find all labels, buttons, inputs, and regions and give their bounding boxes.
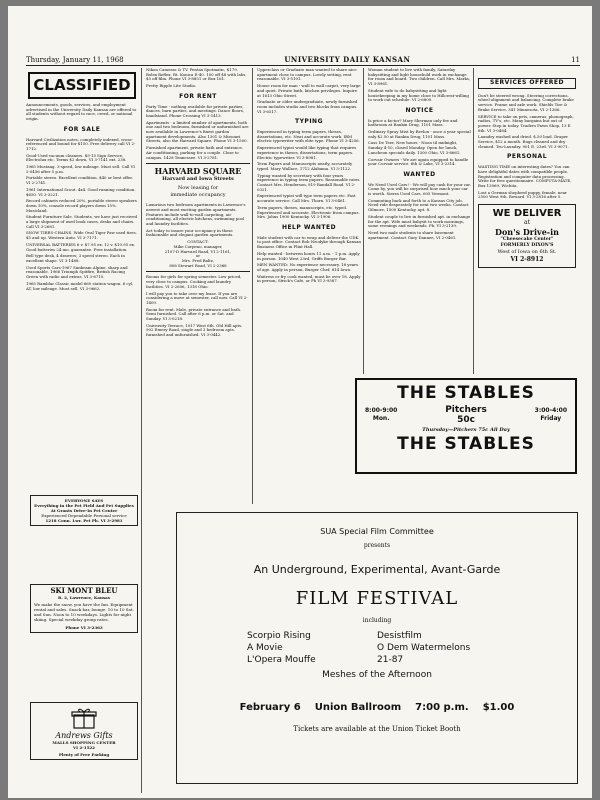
drive-in-address: West of Iowa on 6th St. — [497, 249, 557, 256]
harvard-ad-contact: CONTACT: — [187, 239, 209, 245]
classified-column-1 — [26, 68, 138, 793]
classified-item: Experienced typist would like typing that requires experience in theses, dissertations, term papers. Electric typewriter. VI 3-8981. — [257, 145, 357, 160]
the-stables-ad — [355, 378, 577, 474]
harvard-square-ad — [146, 163, 250, 272]
classified-item: Woman student to live with family, Saturday babysitting and light household work in exchange for room and board. Two children. Call Mrs. Marks, VI 3-8961. — [368, 68, 471, 87]
classified-item: Need two male students to share basement apartment. Contact Gary Dannee, VI 2-0461. — [368, 229, 457, 240]
film-title: O Dem Watermelons — [377, 643, 471, 653]
film-tickets: Tickets are available at the Union Ticket Booth — [293, 725, 461, 733]
stables-title-bottom: THE STABLES — [397, 434, 535, 454]
classified-item: I will pay you to take over my lease. If you are considering a move at semester, call now. Call VI 2-1409. — [146, 290, 248, 305]
classified-item: Ordinary Spray Mist by Revlon - once a year special only $2.50 at Rankin Drug, 1101 Mass. — [368, 129, 471, 139]
header-paper-name: UNIVERSITY DAILY KANSAN — [284, 55, 411, 64]
services-offered-heading: SERVICES OFFERED — [478, 78, 576, 89]
classified-item: Student couple to live in furnished apt. in exchange for the apt. Wife must babysit to work mornings, some evenings and weekends. Ph. VI 3-2139. — [368, 213, 471, 229]
classified-column-4 — [368, 68, 471, 374]
harvard-ad-address2: 808 Stewart Road, VI 2-2368 — [169, 262, 227, 268]
harvard-ad-or: or — [195, 253, 201, 259]
classified-item: We Need Used Cars! - We will pay cash for your car. Come by, you will be surprised how much your car is worth. Sierra Used Cars, 605 Vermont. — [368, 181, 471, 197]
classified-item: Cass De Teer, New hours - Noon til midnight, Sunday 4-10, closed Monday. Open for lunch, Luncheon specials daily. 1300 Ohio, VI 3-8661. — [368, 140, 461, 155]
newspaper-page — [8, 6, 592, 798]
wanted-heading: WANTED — [403, 170, 436, 178]
film-including: including — [362, 617, 392, 624]
film-date: February 6 — [239, 702, 301, 713]
classified-item: Upperclass or Graduate man wanted to share nice apartment close to campus. Lovely setting, rent reasonable. VI 3-5101. — [257, 68, 357, 82]
classified-item: Male student with car to wrap and deliver the UDK to post office. Contact Bob Neodyke through Kansan Business Office in Flint Hall. — [257, 234, 361, 250]
harvard-ad-line2: immediate occupancy — [170, 192, 226, 199]
harvard-ad-note: Act today to insure your occupancy in these fashionable and elegant garden apartments. — [146, 227, 234, 238]
column-rule — [141, 68, 142, 793]
ski-ad-sub: R. 2, Lawrence, Kansas — [58, 595, 110, 600]
stables-left-time: 8:00-9:00 — [365, 407, 398, 414]
classified-column-5 — [478, 68, 576, 374]
stables-right-time: 3:00-4:00 — [534, 407, 567, 414]
column-rule — [473, 68, 474, 374]
classified-column-3 — [257, 68, 361, 504]
film-title: Scorpio Rising — [247, 631, 311, 641]
classified-item: Laundry washed and dried. $.50 load. Draper Service, $12 a month. Rugs cleaned and dry cleaned. Tru-Laundry. 901 E. 23rd. VI 3-9071. — [478, 134, 569, 149]
gifts-ad-sub: MALLS SHOPPING CENTER — [52, 740, 116, 745]
classified-item: WASTING TIME on interesting dates? You can have delightful dates with compatible people. Registration and computer data processing. Write for free questionnaire. COMPUTA-MATE, Box 13069, Wichita. — [478, 164, 572, 188]
drive-in-at: at — [524, 219, 530, 227]
ski-ad-phone: Phone VI 3-2363 — [65, 625, 103, 630]
film-title: A Movie — [247, 643, 283, 653]
andrews-gifts-ad — [30, 702, 138, 760]
drive-in-phone: VI 2-8912 — [510, 256, 544, 264]
classified-item: Pretty Ripple Lite Studio. — [146, 83, 197, 89]
stables-left-day: Mon. — [372, 415, 390, 422]
pet-ad-address: 1218 Conn. Lwr. Pet Ph. VI 3-2981 — [45, 518, 123, 523]
film-presents: presents — [363, 542, 391, 549]
classified-item: Party Time - nothing available for private parties, dances, barn parties, and meetings. Dance floors, bandstand. Phone Crossing VI 3-1413. — [146, 103, 245, 118]
classified-item: Furnished apartment, private bath and entrance. Air conditioning, parking for a couple. Close to campus. 1428 Tennessee. VI 3-2781. — [146, 145, 244, 160]
harvard-ad-name2: Mrs. Fred Baltz, — [181, 257, 215, 263]
classified-item: Typing wanted by secretary with four years experience in typing term papers. Reasonable rates. Contact Mrs. Henderson, 819 Randall Road. VI 2-0321. — [257, 172, 361, 192]
harvard-ad-address: 2107-D Harvard Road, VI 2-1161, — [164, 248, 232, 254]
classified-item: Lost a German shepherd puppy, female, near 2500 West 9th. Reward. VI 3-2816 after 5. — [478, 189, 567, 200]
classified-item: Commuting back and forth to a Kansas City job. Need ride desperately for next two weeks. Contact Gilmore, 1500 Kentucky, apt. 8. — [368, 197, 469, 213]
for-sale-heading: FOR SALE — [63, 125, 101, 133]
classified-item: 1965 Ramblar Classic model 660 station wagon. 6 cyl, AT, low mileage. Must sell. VI 3-9662. — [26, 280, 134, 291]
pet-ad-extra: Experienced Dependable Personal service — [41, 513, 127, 518]
classified-item: UNIVERSAL BATTERIES 6 v. $7.95 ex. 12 v. $10.95 ex. Good batteries 24 mo. guarantee. Free installation. — [26, 241, 136, 252]
classified-item: MEN WANTED: No experience necessary. 18 years of age. Apply in person, Burger Chef, 814 Iowa. — [257, 262, 358, 272]
classified-item: Portable stereo. Excellent condition. $40 or best offer. VI 2-2741. — [26, 175, 133, 186]
help-wanted-heading: HELP WANTED — [281, 223, 337, 231]
film-place: Union Ballroom — [314, 702, 402, 713]
typing-heading: TYPING — [294, 118, 323, 126]
harvard-ad-line1: Now leasing for — [177, 185, 219, 192]
classified-item: Harvard Civilization notes, completely indexed, cross-referenced and bound for $150. Free delivery call VI 2-1712. — [26, 136, 136, 151]
classified-item: Used Sports Cars-1967 Sunbeam Alpine, sharp and reasonable. 1966 Triumph Spitfire, British Racing Green with radio and extras. VI 3-6715. — [26, 264, 128, 280]
classified-item: Nikon Cameras & TV. Pentax Spotmatic, $179. Bolex Reflex. Rt. Konica E-40. 100 off $8 with labs. $5 off film. Phone VI 3-8851 or Box 161. — [146, 68, 247, 82]
classified-item: Apartments - a limited number of apartments, both one and two bedroom, furnished or unfurnished are now available in Lawrence's finest garden apartment developments. Also 1301 & Missouri Streets, also the Harvard Square. Phone VI 3-1500. — [146, 119, 249, 144]
classified-item: Bell type desk, 4 drawers; 3 speed stereo. Each in excellent shape. VI 3-1488. — [26, 253, 125, 263]
stables-price: 50c — [457, 415, 475, 425]
drive-in-formerly: FORMERLY DIXON'S — [500, 243, 554, 249]
classified-title: CLASSIFIED — [28, 72, 136, 99]
ski-ad-body: We make the snow, you have the fun. Equipment rental and sales. Snack bar, lounge. 10 to 10 Sat. and Sun. Noon to 10 weekdays. Lights for night skiing. Special weekday group rates. — [34, 602, 134, 622]
classified-item: Graduate or older undergraduate, newly furnished room includes studio and two blocks from campus. VI 3-6517. — [257, 99, 358, 114]
pet-ad-title: EVERYONE SAYS — [64, 498, 104, 503]
drive-in-sub: "Cheesecake Center" — [500, 237, 554, 243]
film-meshes: Meshes of the Afternoon — [322, 670, 432, 680]
classified-item: Rooms for girls for spring semester. Low priced, very close to campus. Cooking and laundry facilities. VI 2-2606, 1318 Ohio. — [146, 274, 242, 289]
harvard-ad-name: Mike Corpeno, manager, — [173, 243, 223, 249]
classified-item: 1961 International Scout. 4x4. Good running condition. $650. VI 3-3221. — [26, 186, 136, 197]
film-title: Desistfilm — [377, 631, 422, 641]
classified-item: Corvair Owners - We are again equipped to handle your Corvair service. 6th & Lake, VI 3-2314. — [368, 156, 469, 167]
gifts-ad-title: Andrews Gifts — [55, 731, 113, 740]
classified-item: Good-Used vacuum cleaners. $5-15 Sign Service, Electrolux etc. Terms $2 down, VI 3-7141 ext. 238. — [26, 152, 127, 163]
drive-in-title: WE DELIVER — [492, 208, 562, 220]
classified-item: Room for rent. Male, private entrance and bath. Semi furnished. Call after 6 p.m. or Sat. and Sunday. VI 3-0218. — [146, 306, 242, 322]
classified-item: Help wanted - between hours 11 a.m. - 1 p.m. Apply in person. 1040 West 23rd, Griffs Burger Bar. — [257, 250, 360, 261]
classified-item: Record cabinets reduced 20%, portable stereo speakers down 10%, console record players down 15%. Musicland. — [26, 198, 137, 213]
pet-ad-line: Everything in the Pet Field And Pet Supplies At Grants Drive-In Pet Center — [34, 503, 134, 513]
gifts-ad-parking: Plenty of Free Parking — [58, 752, 110, 757]
film-description: An Underground, Experimental, Avant-Garde — [253, 563, 501, 576]
classified-item: Term papers, theses, manuscripts, etc. typed. Experienced and accurate. Electronic from campus. Mrs. Johns 1900 Kentucky. VI 3-1906. — [257, 204, 360, 220]
header-page-number: 11 — [571, 55, 580, 64]
stables-title: THE STABLES — [397, 383, 535, 403]
film-price: $1.00 — [482, 702, 515, 713]
film-list — [247, 630, 507, 666]
classified-item: Student wife to do babysitting and light housekeeping in my home close to Hillcrest-willing to work out schedule. VI 2-6800. — [368, 87, 469, 103]
classified-item: Is price a factor? Mary Sherman only fee and bathroom at Rankin Drug, 1101 Mass. — [368, 117, 458, 128]
ski-ad-title: SKI MONT BLEU — [50, 586, 118, 595]
classified-item: Experienced in typing term papers, theses, dissertations, etc. Neat and accurate work. IBM electric typewriter with elite type. Phone VI 3-4256. — [257, 129, 360, 144]
classified-item: House room for man - wall to wall carpet, very large and quiet. Private bath, kitchen privileges. Inquire at 1613 Ohio Street. — [257, 83, 361, 98]
classified-column-2 — [146, 68, 250, 504]
column-rule — [363, 68, 364, 374]
gift-box-icon — [71, 707, 97, 729]
personal-heading: PERSONAL — [506, 153, 548, 161]
page-header — [26, 54, 580, 66]
column-rule — [252, 68, 253, 504]
classified-item: 1965 Mustang. 3-speed, low mileage. Must sell. Call VI 2-0456 after 5 p.m. — [26, 164, 135, 174]
classified-item: SNOW TIRES-CHAINS. Wide Oval Tiger Paw used tires. $5 and up. Western Auto. VI 3-7171. — [26, 230, 137, 241]
film-committee: SUA Special Film Committee — [320, 527, 434, 536]
film-title: 21-87 — [377, 655, 404, 665]
harvard-ad-sub: Harvard and Iowa Streets — [162, 176, 234, 183]
harvard-ad-body: Luxurious two bedroom apartments in Lawrence's newest and most exciting garden apartments. Features include wall-to-wall carpeting, air conditioning, all electric kitchens, swimming pool and laundry facilities. — [146, 202, 246, 227]
drive-in-name: Don's Drive-in — [495, 227, 559, 238]
harvard-ad-title: HARVARD SQUARE — [154, 166, 242, 177]
gifts-ad-phone: VI 2-1522 — [73, 745, 95, 750]
film-festival-title: FILM FESTIVAL — [295, 588, 459, 609]
film-festival-ad — [176, 512, 578, 784]
classified-item: Student Furniture Sale. Students, we have just received a large shipment of used book cases, desks and chairs. Call VI 3-2681. — [26, 214, 138, 229]
notice-heading: NOTICE — [405, 106, 434, 114]
classified-item: Experienced typist will type term papers etc. Fast accurate service. Call Mrs. Thorn. VI 3-0461. — [257, 193, 356, 204]
classified-item: Term Papers and Manuscripts neatly, accurately typed. Mary Wallace, 1712 Alabama. VI 3-1122. — [257, 161, 353, 171]
classified-item: SERVICE to take on pets, cameras, phonograph, radios, TV's, etc. Many bargains but out of power. Stop in today. Traders Pawn Shop, 13 E 8th. VI 3-0484. — [478, 113, 574, 133]
stables-pitchers: Pitchers — [445, 405, 487, 415]
drive-in-ad — [478, 204, 576, 268]
classified-item: University Terrace, 1017 West 6th. Old Hill apts. 902 Emery Road, single and 3 bedroom apts. furnished and unfurnished. VI 3-0442. — [146, 322, 243, 338]
film-event-details — [177, 702, 577, 713]
ski-ad — [30, 584, 138, 633]
header-date: Thursday, January 11, 1968 — [26, 55, 124, 64]
stables-thursday-line: Thursday—Pitchers 75c All Day — [422, 427, 510, 433]
film-title: L'Opera Mouffe — [247, 655, 316, 665]
classified-intro: Announcements, goods, services, and employment advertised in the University Daily Kansan are offered to all students without regard to race, creed, or national origin. — [26, 102, 137, 122]
classified-item: Waitress or fry cook wanted, must be over 18. Apply in person, Strick's Cafe, or Ph VI 3-9387. — [257, 273, 361, 284]
pet-center-ad — [30, 495, 138, 526]
for-rent-heading: FOR RENT — [179, 92, 217, 100]
classified-item: Don't be steered wrong. Steering corrections, wheel alignment and balancing. Complete brake service. Frame and axle work. Shields Tire & Brake Service, 341 Minnesota, VI 2-1366. — [478, 92, 574, 112]
stables-right-day: Friday — [540, 415, 562, 422]
film-time: 7:00 p.m. — [415, 702, 469, 713]
